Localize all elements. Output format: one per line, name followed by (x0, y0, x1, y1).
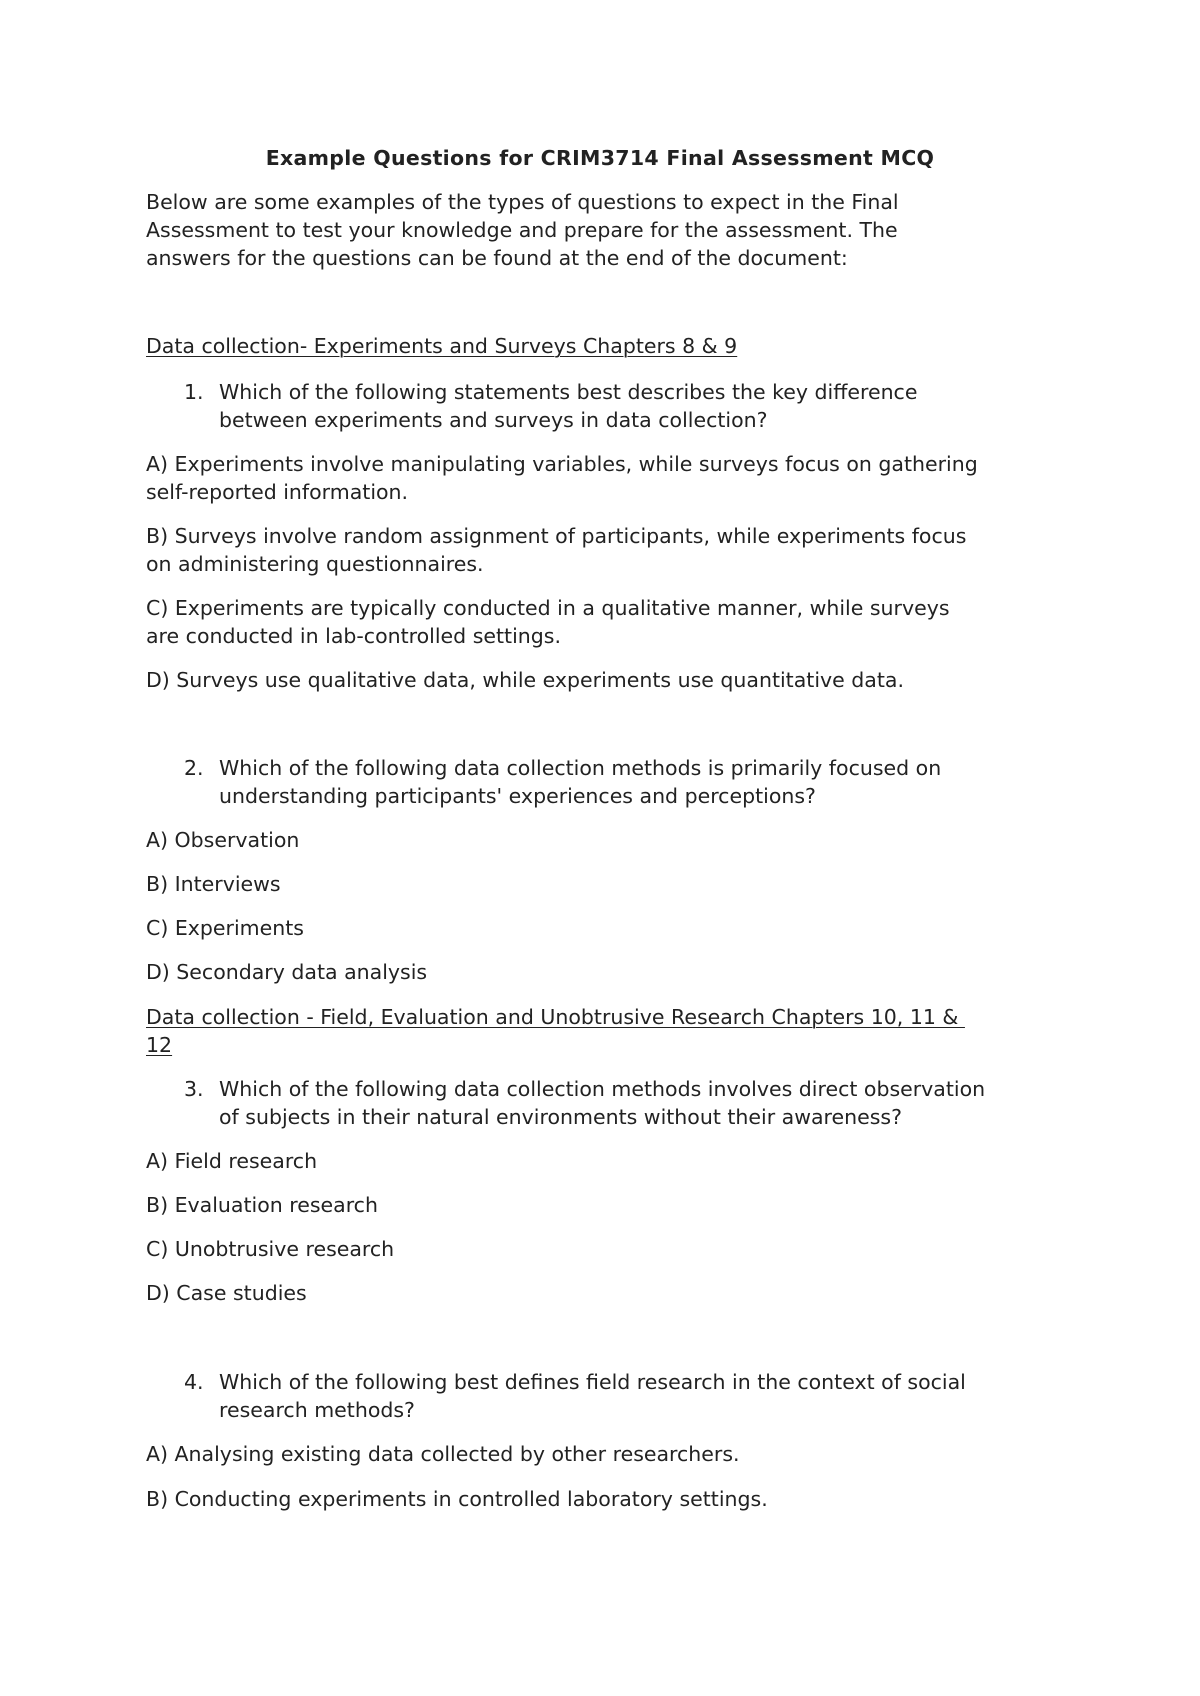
question-text: Which of the following statements best describes the key difference (219, 380, 918, 404)
answer-option: A) Observation (146, 828, 300, 852)
answer-option: C) Experiments are typically conducted in a qualitative manner, while surveys (146, 596, 950, 620)
section-heading: 12 (146, 1033, 173, 1057)
question-text: Which of the following data collection methods is primarily focused on (219, 756, 942, 780)
answer-option: self-reported information. (146, 480, 409, 504)
answer-option: C) Experiments (146, 916, 304, 940)
answer-option: on administering questionnaires. (146, 552, 484, 576)
question-number: 2. (184, 756, 204, 780)
question-number: 1. (184, 380, 204, 404)
answer-option: D) Surveys use qualitative data, while experiments use quantitative data. (146, 668, 904, 692)
intro-line: Assessment to test your knowledge and prepare for the assessment. The (146, 218, 898, 242)
question-text: understanding participants' experiences and perceptions? (219, 784, 816, 808)
answer-option: B) Conducting experiments in controlled laboratory settings. (146, 1487, 768, 1511)
answer-option: B) Evaluation research (146, 1193, 378, 1217)
answer-option: are conducted in lab-controlled settings. (146, 624, 561, 648)
question-text: between experiments and surveys in data collection? (219, 408, 768, 432)
answer-option: B) Interviews (146, 872, 281, 896)
question-text: Which of the following data collection methods involves direct observation (219, 1077, 986, 1101)
answer-option: C) Unobtrusive research (146, 1237, 395, 1261)
question-text: research methods? (219, 1398, 415, 1422)
question-number: 4. (184, 1370, 204, 1394)
section-heading: Data collection - Field, Evaluation and Unobtrusive Research Chapters 10, 11 & (146, 1005, 965, 1029)
answer-option: A) Field research (146, 1149, 318, 1173)
answer-option: D) Secondary data analysis (146, 960, 428, 984)
intro-line: Below are some examples of the types of questions to expect in the Final (146, 190, 899, 214)
section-heading: Data collection- Experiments and Surveys Chapters 8 & 9 (146, 334, 738, 358)
document-title: Example Questions for CRIM3714 Final Assessment MCQ (265, 146, 935, 170)
question-number: 3. (184, 1077, 204, 1101)
answer-option: A) Analysing existing data collected by other researchers. (146, 1442, 740, 1466)
answer-option: D) Case studies (146, 1281, 307, 1305)
intro-line: answers for the questions can be found at the end of the document: (146, 246, 848, 270)
question-text: of subjects in their natural environments without their awareness? (219, 1105, 902, 1129)
question-text: Which of the following best defines field research in the context of social (219, 1370, 966, 1394)
answer-option: B) Surveys involve random assignment of participants, while experiments focus (146, 524, 967, 548)
answer-option: A) Experiments involve manipulating variables, while surveys focus on gathering (146, 452, 978, 476)
